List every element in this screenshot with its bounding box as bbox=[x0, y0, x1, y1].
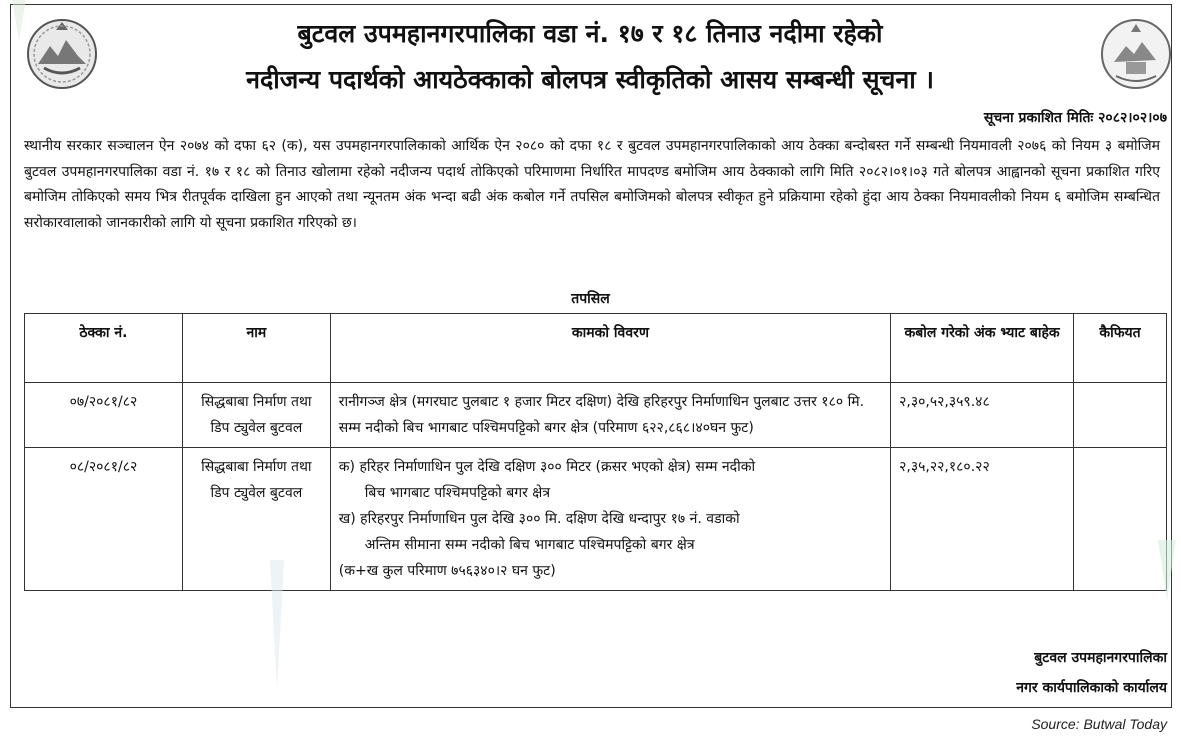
item-marker: ख) bbox=[338, 511, 356, 527]
item-marker: क) bbox=[338, 459, 355, 475]
header-bid-amount: कबोल गरेको अंक भ्याट बाहेक bbox=[891, 314, 1074, 383]
municipality-logo-icon bbox=[1098, 16, 1174, 92]
bid-amount: २,३०,५२,३५९.४८ bbox=[891, 383, 1074, 448]
signature-office: बुटवल उपमहानगरपालिका bbox=[1034, 650, 1167, 666]
table-header-row bbox=[25, 314, 1167, 383]
total-quantity: (क+ख कुल परिमाण ७५६३४०।२ घन फुट) bbox=[338, 563, 556, 579]
schedule-table bbox=[24, 313, 1167, 591]
remarks bbox=[1074, 383, 1167, 448]
contract-no: ०७/२०८१/८२ bbox=[25, 383, 183, 448]
bidder-name: सिद्धबाबा निर्माण तथा डिप ट्युवेल बुटवल bbox=[182, 448, 330, 591]
remarks bbox=[1074, 448, 1167, 591]
work-description bbox=[330, 448, 890, 591]
bidder-name: सिद्धबाबा निर्माण तथा डिप ट्युवेल बुटवल bbox=[182, 383, 330, 448]
item-text: हरिहर निर्माणाधिन पुल देखि दक्षिण ३०० मिटर (क्रसर भएको क्षेत्र) सम्म नदीको bbox=[359, 459, 756, 475]
header-contract-no: ठेक्का नं. bbox=[25, 314, 183, 383]
contract-no: ०८/२०८१/८२ bbox=[25, 448, 183, 591]
item-text: हरिहरपुर निर्माणाधिन पुल देखि ३०० मि. दक्षिण देखि धन्दापुर १७ नं. वडाको bbox=[360, 511, 740, 527]
signature-department: नगर कार्यपालिकाको कार्यालय bbox=[1016, 680, 1167, 696]
description-item bbox=[339, 506, 882, 558]
table-row bbox=[25, 448, 1167, 591]
published-date: सूचना प्रकाशित मितिः २०८२।०२।०७ bbox=[983, 110, 1167, 126]
description-item bbox=[339, 454, 882, 506]
header-description: कामको विवरण bbox=[330, 314, 890, 383]
table-row bbox=[25, 383, 1167, 448]
header-remarks: कैफियत bbox=[1074, 314, 1167, 383]
work-description: रानीगञ्ज क्षेत्र (मगरघाट पुलबाट १ हजार मिटर दक्षिण) देखि हरिहरपुर निर्माणाधिन पुलबाट उत्तर १८० मि. सम्म नदीको बिच भागबाट पश्चिमपट्टिको बगर क्षेत्र (परिमाण ६२२,८६८।४०घन फुट) bbox=[330, 383, 890, 448]
notice-body: स्थानीय सरकार सञ्चालन ऐन २०७४ को दफा ६२ (क), यस उपमहानगरपालिकाको आर्थिक ऐन २०८० को दफा १८ र बुटवल उपमहानगरपालिकाको आय ठेक्का बन्दोबस्त गर्ने सम्बन्धी नियमावली २०७६ को नियम ३ बमोजिम बुटवल उपमहानगरपालिका वडा नं. १७ र १८ को तिनाउ खोलामा रहेको नदीजन्य पदार्थ तोकिएको परिमाणमा निर्धारित मापदण्ड बमोजिम आय ठेक्काको लागि मिति २०८२।०१।०३ गते बोलपत्र आह्वानको सूचना प्रकाशित गरिए बमोजिम तोकिएको समय भित्र रीतपूर्वक दाखिला हुन आएको तथा न्यूनतम अंक भन्दा बढी अंक कबोल गर्ने तपसिल बमोजिमको बोलपत्र स्वीकृत हुने प्रक्रियामा रहेको हुंदा आय ठेक्का नियमावलीको नियम ६ बमोजिम सम्बन्धित सरोकारवालाको जानकारीको लागि यो सूचना प्रकाशित गरिएको छ। bbox=[24, 138, 1160, 231]
schedule-label: तपसिल bbox=[571, 291, 610, 307]
bid-amount: २,३५,२२,१८०.२२ bbox=[891, 448, 1074, 591]
header-name: नाम bbox=[182, 314, 330, 383]
government-emblem-icon bbox=[24, 16, 100, 92]
notice-title-line-1: बुटवल उपमहानगरपालिका वडा नं. १७ र १८ तिनाउ नदीमा रहेको bbox=[297, 19, 883, 48]
source-credit: Source: Butwal Today bbox=[1031, 716, 1167, 732]
item-continuation: अन्तिम सीमाना सम्म नदीको बिच भागबाट पश्चिमपट्टिको बगर क्षेत्र bbox=[364, 537, 695, 553]
item-continuation: बिच भागबाट पश्चिमपट्टिको बगर क्षेत्र bbox=[364, 485, 551, 501]
notice-title-line-2: नदीजन्य पदार्थको आयठेक्काको बोलपत्र स्वीकृतिको आसय सम्बन्धी सूचना । bbox=[246, 65, 934, 94]
